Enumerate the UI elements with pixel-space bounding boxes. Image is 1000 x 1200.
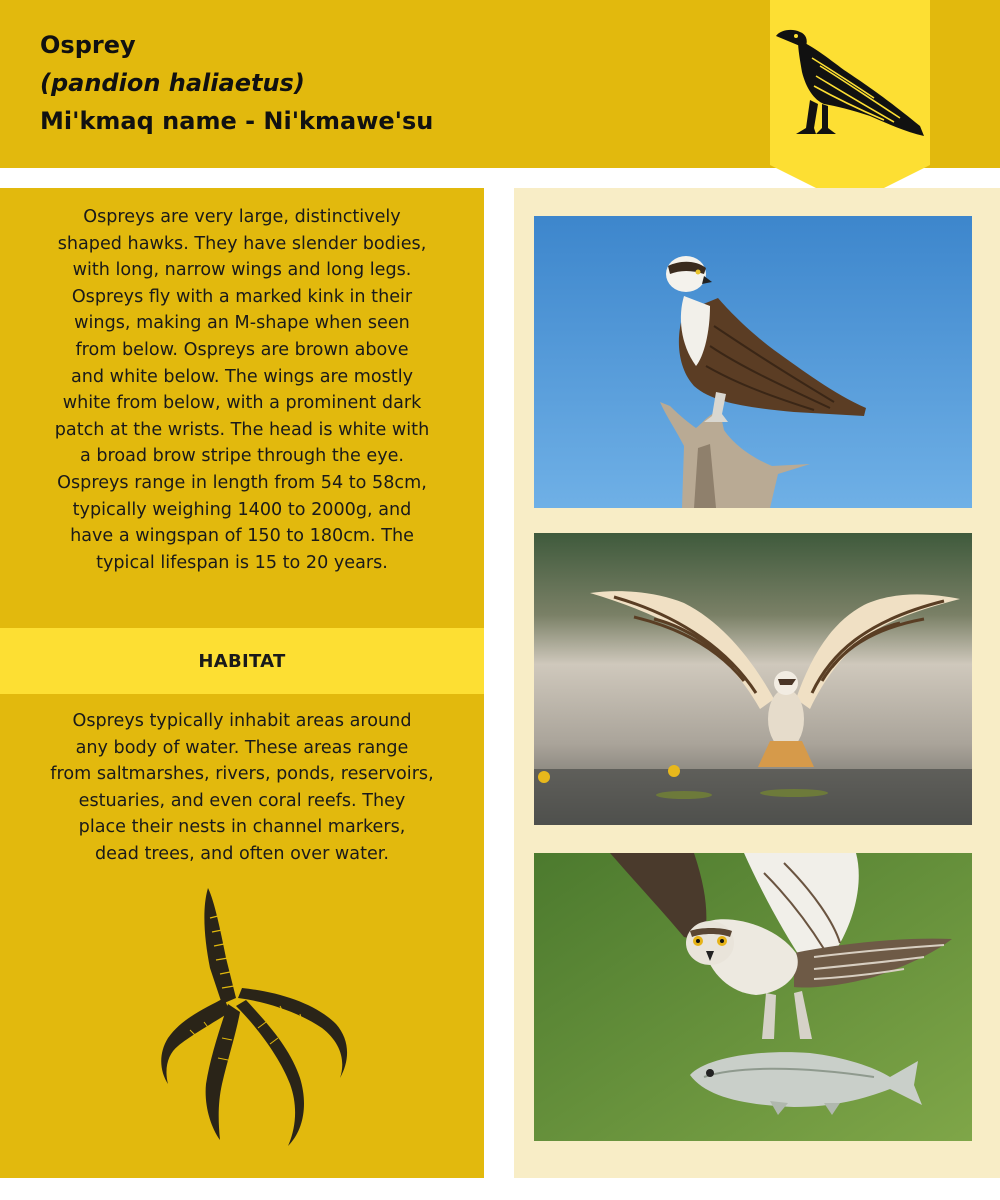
description-line: white from below, with a prominent dark: [62, 393, 422, 414]
habitat-line: any body of water. These areas range: [75, 737, 409, 758]
info-panel: [0, 188, 484, 1178]
habitat-line: from saltmarshes, rivers, ponds, reservoirs,: [50, 764, 434, 785]
habitat-heading-bar: [0, 628, 484, 694]
description-line: with long, narrow wings and long legs.: [72, 260, 412, 281]
osprey-fish-photo: [534, 853, 972, 1141]
photo-panel: [514, 188, 1000, 1178]
osprey-flight-photo: [534, 533, 972, 825]
description-line: have a wingspan of 150 to 180cm. The: [70, 526, 414, 547]
description-line: from below. Ospreys are brown above: [75, 339, 409, 360]
description-line: wings, making an M-shape when seen: [74, 313, 410, 334]
description-line: shaped hawks. They have slender bodies,: [57, 233, 427, 254]
habitat-line: estuaries, and even coral reefs. They: [78, 790, 406, 811]
description-line: Ospreys fly with a marked kink in their: [71, 286, 413, 307]
habitat-line: Ospreys typically inhabit areas around: [72, 711, 412, 731]
description-line: Ospreys are very large, distinctively: [83, 207, 401, 227]
description-line: typical lifespan is 15 to 20 years.: [96, 552, 388, 573]
habitat-line: dead trees, and often over water.: [94, 843, 390, 864]
description-line: Ospreys range in length from 54 to 58cm,: [57, 472, 427, 493]
scientific-name: (pandion haliaetus): [40, 69, 305, 97]
common-name: Osprey: [40, 31, 136, 59]
description-text: [14, 204, 470, 576]
habitat-text: [14, 708, 470, 868]
talon-icon: [150, 888, 370, 1153]
description-line: and white below. The wings are mostly: [70, 366, 414, 387]
description-line: a broad brow stripe through the eye.: [79, 446, 405, 467]
header-banner: [770, 0, 930, 205]
habitat-title: HABITAT: [198, 650, 286, 672]
description-line: typically weighing 1400 to 2000g, and: [72, 499, 412, 520]
title-block: [40, 26, 433, 140]
mikmaq-name: Mi'kmaq name - Ni'kmawe'su: [40, 107, 434, 135]
osprey-perched-photo: [534, 216, 972, 508]
description-line: patch at the wrists. The head is white with: [54, 419, 430, 440]
habitat-line: place their nests in channel markers,: [78, 817, 406, 838]
